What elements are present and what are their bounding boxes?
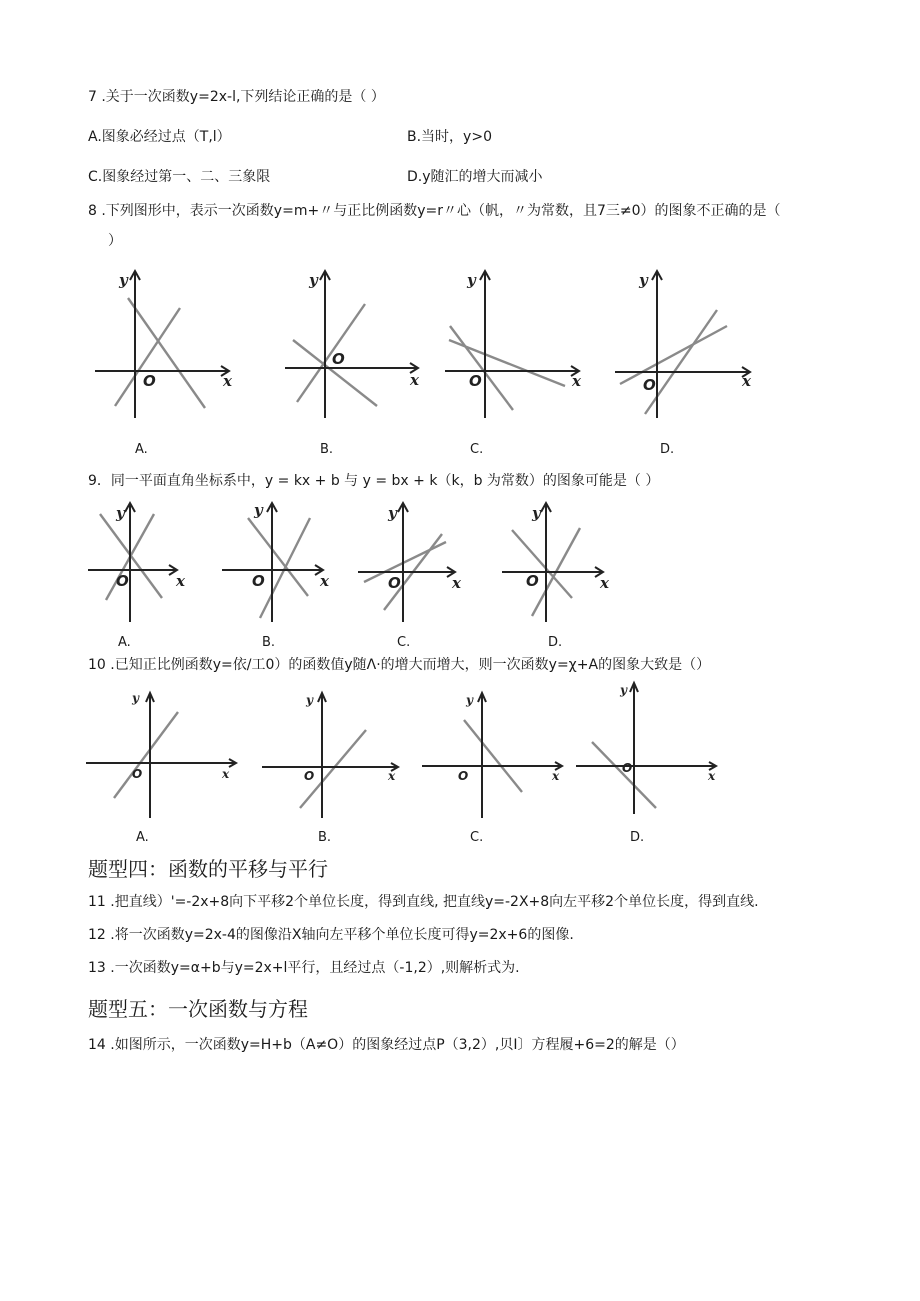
- q7-option-b: B.当时，y>0: [407, 129, 492, 145]
- q9a-y-label: y: [116, 504, 125, 522]
- q8-graph-a: [95, 268, 245, 418]
- q8a-y-label: y: [119, 271, 128, 289]
- q8c-line-2: [449, 340, 565, 386]
- q10-stem: 10 .已知正比例函数y=依/工0）的函数值y随Λ·的增大而增大，则一次函数y=χ+A的图象大致是（）: [88, 657, 711, 673]
- q9c-origin-label: O: [388, 574, 401, 592]
- q9a-x-label: x: [176, 572, 185, 590]
- q10d-x-label: x: [708, 769, 716, 783]
- q8a-line-2: [128, 298, 205, 408]
- q9-graph-a: [88, 500, 198, 625]
- q8d-y-label: y: [639, 271, 648, 289]
- q9-graph-d: [502, 500, 612, 625]
- q10-caption-b: B.: [318, 830, 332, 845]
- q10d-origin-label: O: [622, 761, 633, 775]
- q8d-line-2: [645, 310, 717, 414]
- q9d-x-label: x: [600, 574, 609, 592]
- q8c-origin-label: O: [469, 372, 482, 390]
- q7-option-a: A.图象必经过点（T,l）: [88, 129, 231, 145]
- q9a-origin-label: O: [116, 572, 129, 590]
- q10b-origin-label: O: [304, 769, 315, 783]
- q8b-x-label: x: [410, 371, 419, 389]
- q9d-y-label: y: [532, 504, 541, 522]
- q9b-origin-label: O: [252, 572, 265, 590]
- q9c-line-1: [364, 542, 446, 582]
- q9b-x-label: x: [320, 572, 329, 590]
- q10a-line: [114, 712, 178, 798]
- q10-caption-a: A.: [136, 830, 149, 845]
- q8-stem: 8 .下列图形中，表示一次函数y=m+〃与正比例函数y=r〃心（帆，〃为常数，且7三≠0）的图象不正确的是（: [88, 203, 781, 219]
- q9-graph-b: [222, 500, 332, 625]
- q10-caption-d: D.: [630, 830, 645, 845]
- q10a-y-label: y: [132, 691, 139, 705]
- q8c-line-1: [450, 326, 513, 410]
- q7-option-d: D.y随汇的增大而减小: [407, 169, 543, 185]
- q9-stem: 9．同一平面直角坐标系中，y = kx + b 与 y = bx + k（k，b 为常数）的图象可能是（ ）: [88, 473, 660, 489]
- q8-graph-b: [285, 268, 435, 418]
- q9b-line-2: [260, 518, 310, 618]
- q8b-origin-label: O: [332, 350, 345, 368]
- q8d-origin-label: O: [643, 376, 656, 394]
- q10d-y-label: y: [620, 683, 627, 697]
- q9c-x-label: x: [452, 574, 461, 592]
- q11-text: 11 .把直线）'=-2x+8向下平移2个单位长度，得到直线, 把直线y=-2X+8向左平移2个单位长度，得到直线.: [88, 894, 759, 910]
- q8-caption-c: C.: [470, 442, 484, 457]
- q10c-origin-label: O: [458, 769, 469, 783]
- q10a-origin-label: O: [132, 767, 143, 781]
- q8-graph-c: [445, 268, 595, 418]
- q8a-x-label: x: [223, 372, 232, 390]
- q8c-y-label: y: [467, 271, 476, 289]
- q10-graph-a: [86, 690, 246, 820]
- q8d-line-1: [620, 326, 727, 384]
- q8a-origin-label: O: [143, 372, 156, 390]
- q8d-x-label: x: [742, 372, 751, 390]
- q8c-x-label: x: [572, 372, 581, 390]
- q10b-y-label: y: [306, 693, 313, 707]
- q9-caption-c: C.: [397, 635, 411, 650]
- q10c-line: [464, 720, 522, 792]
- q7-stem: 7 .关于一次函数y=2x-l,下列结论正确的是（ ）: [88, 89, 385, 105]
- q10b-x-label: x: [388, 769, 396, 783]
- q7-option-c: C.图象经过第一、二、三象限: [88, 169, 271, 185]
- section-4-title: 题型四：函数的平移与平行: [88, 857, 328, 881]
- q9b-y-label: y: [254, 501, 263, 519]
- q13-text: 13 .一次函数y=α+b与y=2x+l平行，且经过点（-1,2）,则解析式为.: [88, 960, 520, 976]
- q9-caption-a: A.: [118, 635, 131, 650]
- q8-graph-d: [615, 268, 765, 418]
- q10c-y-label: y: [466, 693, 473, 707]
- q10a-x-label: x: [222, 767, 230, 781]
- q9-caption-b: B.: [262, 635, 276, 650]
- q10d-line: [592, 742, 656, 808]
- q14-text: 14 .如图所示，一次函数y=H+b（A≠O）的图象经过点P（3,2）,贝I〕方程履+6=2的解是（）: [88, 1037, 685, 1053]
- q9d-line-1: [512, 530, 572, 598]
- section-5-title: 题型五：一次函数与方程: [88, 997, 308, 1021]
- q10-graph-c: [422, 690, 572, 820]
- q10-caption-c: C.: [470, 830, 484, 845]
- q9c-y-label: y: [388, 504, 397, 522]
- q10c-x-label: x: [552, 769, 560, 783]
- q8-caption-d: D.: [660, 442, 675, 457]
- q9-graph-c: [358, 500, 468, 625]
- q12-text: 12 .将一次函数y=2x-4的图像沿X轴向左平移个单位长度可得y=2x+6的图像.: [88, 927, 574, 943]
- q8-caption-a: A.: [135, 442, 148, 457]
- q10-graph-b: [262, 690, 412, 820]
- q9-caption-d: D.: [548, 635, 563, 650]
- q8b-y-label: y: [309, 271, 318, 289]
- q10-graph-d: [576, 680, 726, 815]
- q8-caption-b: B.: [320, 442, 334, 457]
- q8-stem-continued: ）: [108, 233, 122, 249]
- q9d-origin-label: O: [526, 572, 539, 590]
